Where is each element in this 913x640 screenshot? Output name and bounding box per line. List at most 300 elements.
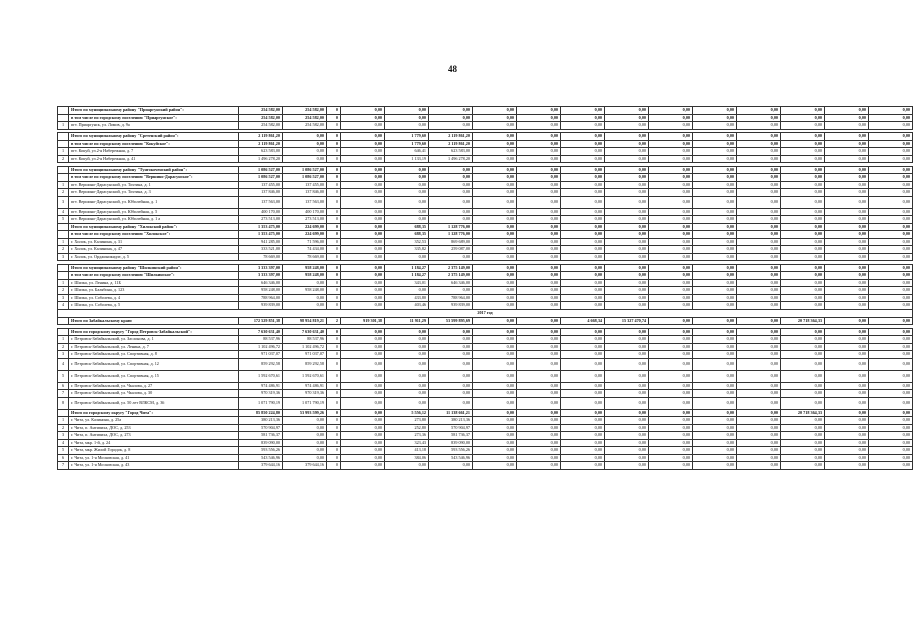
value-cell: 0,00 [341,397,385,409]
row-index: 3 [58,196,69,208]
value-cell: 0,00 [605,294,649,302]
value-cell: 0,00 [649,246,693,254]
value-cell: 0,00 [869,447,913,455]
value-cell: 0,00 [825,447,869,455]
table-row [58,351,913,359]
row-name: в том числе по городскому поселению "Кокуйское": [69,140,239,148]
value-cell: 0,00 [517,382,561,390]
value-cell: 0,00 [693,417,737,425]
row-name: Итого по городскому округу "Город Петровск-Забайкальский": [69,328,239,336]
value-cell: 974 486,91 [239,382,283,390]
value-cell: 0,00 [693,358,737,370]
value-cell: 970 319,36 [283,390,327,398]
value-cell: 0,00 [473,231,517,239]
value-cell: 0,00 [869,409,913,417]
value-cell: 1 086 527,00 [283,166,327,174]
value-cell: 0,00 [693,351,737,359]
value-cell: 0,00 [693,343,737,351]
value-cell: 0,00 [561,174,605,182]
value-cell: 0,00 [385,462,429,470]
table-row [58,370,913,382]
row-name: г. Хилок, ул. Калинина, д. 47 [69,246,239,254]
value-cell: 1 353 475,00 [239,223,283,231]
value-cell: 0,00 [781,390,825,398]
value-cell: 0,00 [737,246,781,254]
value-cell: 0,00 [737,238,781,246]
value-cell: 0,00 [693,238,737,246]
value-cell: 0,00 [605,279,649,287]
row-name: г. Шилка, ул. Ленина, д. 11Б [69,279,239,287]
value-cell: 0,00 [561,390,605,398]
value-cell: 0,00 [561,140,605,148]
value-cell: 0,00 [869,174,913,182]
value-cell: 0,00 [473,336,517,344]
value-cell: 0,00 [473,279,517,287]
value-cell: 0,00 [825,208,869,216]
value-cell: 0,00 [781,246,825,254]
value-cell: 0,00 [561,148,605,156]
value-cell: 0,00 [517,302,561,310]
value-cell: 0,00 [781,439,825,447]
value-cell: 0,00 [341,148,385,156]
value-cell: 0,00 [825,343,869,351]
value-cell: 0,00 [283,432,327,440]
value-cell: 0,00 [605,439,649,447]
value-cell: 0,00 [473,462,517,470]
value-cell: 1 779,60 [385,140,429,148]
value-cell: 0,00 [517,447,561,455]
value-cell: 0,00 [341,343,385,351]
row-index: 3 [58,351,69,359]
row-index: 7 [58,462,69,470]
value-cell: 0,00 [517,246,561,254]
value-cell: 0,00 [825,294,869,302]
value-cell: 0,00 [605,328,649,336]
value-cell: 98 954 819,21 [283,317,327,325]
value-cell: 0,00 [473,294,517,302]
table-row [58,397,913,409]
value-cell: 0,00 [649,174,693,182]
value-cell: 0,00 [693,148,737,156]
value-cell: 0,00 [869,432,913,440]
value-cell: 0,00 [517,174,561,182]
value-cell: 254 582,00 [283,107,327,115]
value-cell: 0,00 [693,328,737,336]
value-cell: 0,00 [473,140,517,148]
value-cell: 0,00 [561,343,605,351]
value-cell: 0,00 [693,454,737,462]
value-cell: 788 964,00 [239,294,283,302]
value-cell: 254 582,00 [239,114,283,122]
value-cell: 0,00 [605,382,649,390]
value-cell: 0,00 [283,148,327,156]
value-cell: 0,00 [781,279,825,287]
value-cell: 0,00 [385,370,429,382]
table-row [58,287,913,295]
value-cell: 0,00 [869,264,913,272]
value-cell: 137 563,00 [283,196,327,208]
value-cell: 3 333 397,00 [239,272,283,280]
value-cell: 646 346,00 [239,279,283,287]
row-name: Итого по городскому округу "Город Чита": [69,409,239,417]
value-cell: 2 [327,317,341,325]
value-cell: 0,00 [429,397,473,409]
value-cell: 0,00 [341,223,385,231]
value-cell: 0,00 [473,432,517,440]
value-cell: 0,00 [517,253,561,261]
value-cell: 0,00 [693,246,737,254]
value-cell: 1 592 670,61 [283,370,327,382]
value-cell: 0,00 [605,417,649,425]
value-cell: 0,00 [605,336,649,344]
value-cell: 20 718 364,33 [781,317,825,325]
value-cell: 646,41 [385,148,429,156]
value-cell: 839 090,00 [239,439,283,447]
value-cell: 0,00 [825,189,869,197]
value-cell: 1 133,19 [385,155,429,163]
value-cell: 970 319,36 [239,390,283,398]
value-cell: 0,00 [605,351,649,359]
row-name: г. Чита, п. Антипиха, ДОС, д. 273 [69,432,239,440]
value-cell: 0,00 [341,432,385,440]
value-cell: 0,00 [561,294,605,302]
value-cell: 0,00 [649,294,693,302]
value-cell: 0,00 [385,181,429,189]
value-cell: 0,00 [605,223,649,231]
value-cell: 0,00 [693,253,737,261]
table-row [58,439,913,447]
value-cell: 254 582,00 [239,122,283,130]
value-cell: 0,00 [869,358,913,370]
value-cell: 384,06 [385,454,429,462]
row-name: Итого по муниципальному району "Хилокский район": [69,223,239,231]
value-cell: 0,00 [561,382,605,390]
value-cell: 0,00 [869,397,913,409]
value-cell: 0,00 [649,317,693,325]
value-cell: 0,00 [825,317,869,325]
value-cell: 974 486,91 [283,382,327,390]
value-cell: 859 292,58 [283,358,327,370]
value-cell: 0,00 [737,302,781,310]
value-cell: 0,00 [737,264,781,272]
value-cell: 0,00 [385,107,429,115]
value-cell: 0,00 [517,223,561,231]
value-cell: 85 850 224,80 [239,409,283,417]
value-cell: 0,00 [473,317,517,325]
value-cell: 137 563,00 [239,196,283,208]
value-cell: 0,00 [283,133,327,141]
total-row [58,409,913,417]
value-cell: 0,00 [737,317,781,325]
value-cell: 88 537,96 [283,336,327,344]
value-cell: 74 434,00 [283,246,327,254]
row-name: г. Петровск-Забайкальский, ул. 50 лет ВЛКСМ, д. 36 [69,397,239,409]
value-cell: 433,80 [385,294,429,302]
value-cell: 0,00 [737,279,781,287]
value-cell: 0,00 [517,343,561,351]
value-cell: 11 138 661,21 [429,409,473,417]
value-cell: 0,00 [605,208,649,216]
value-cell: 0,00 [561,454,605,462]
value-cell: 11 911,29 [385,317,429,325]
value-cell: 0,00 [781,238,825,246]
value-cell: 88 537,96 [239,336,283,344]
value-cell: 0,00 [605,155,649,163]
value-cell: 0,00 [561,253,605,261]
table-row [58,382,913,390]
value-cell: 0,00 [693,189,737,197]
row-name: пгт. Вершино-Дарасунский, ул. Юбилейная, д. 1 [69,196,239,208]
value-cell: 0,00 [517,216,561,224]
value-cell: 919 301,38 [341,317,385,325]
value-cell: 0,00 [693,196,737,208]
value-cell: 352,53 [385,238,429,246]
value-cell: 0,00 [781,432,825,440]
row-index: 4 [58,358,69,370]
value-cell: 0,00 [869,114,913,122]
table-row [58,246,913,254]
value-cell: 0,00 [605,174,649,182]
value-cell: 869 689,00 [429,238,473,246]
value-cell: 5 556,12 [385,409,429,417]
value-cell: 0 [327,231,341,239]
row-index [58,272,69,280]
value-cell: 0,00 [429,351,473,359]
value-cell: 0 [327,238,341,246]
value-cell: 0,00 [517,328,561,336]
value-cell: 0,00 [649,133,693,141]
value-cell: 0,00 [385,208,429,216]
value-cell: 0,00 [517,424,561,432]
total-row [58,166,913,174]
value-cell: 0,00 [781,223,825,231]
value-cell: 958 248,00 [283,272,327,280]
value-cell: 0,00 [429,358,473,370]
value-cell: 939 839,00 [239,302,283,310]
value-cell: 0,00 [825,223,869,231]
value-cell: 0,00 [341,181,385,189]
value-cell: 0,00 [737,417,781,425]
value-cell: 0,00 [473,264,517,272]
value-cell: 0,00 [473,122,517,130]
value-cell: 0,00 [869,302,913,310]
value-cell: 0,00 [737,351,781,359]
value-cell: 1 086 527,00 [239,166,283,174]
value-cell: 0,00 [649,196,693,208]
value-cell: 0,00 [781,424,825,432]
table-row [58,424,913,432]
value-cell: 259 087,00 [429,246,473,254]
value-cell: 0,00 [341,447,385,455]
row-name: г. Чита, мкр. 1-й, д. 24 [69,439,239,447]
value-cell: 0,00 [737,155,781,163]
value-cell: 0,00 [517,107,561,115]
value-cell: 0,00 [737,223,781,231]
row-index: 5 [58,216,69,224]
total-row [58,223,913,231]
value-cell: 0,00 [473,397,517,409]
row-name: г. Чита, ул. 1-я Московская, д. 41 [69,454,239,462]
value-cell: 0,00 [605,264,649,272]
row-name: г. Петровск-Забайкальский, ул. Чкалова, д. 27 [69,382,239,390]
value-cell: 0,00 [341,382,385,390]
row-name: Итого по Забайкальскому краю: [69,317,239,325]
value-cell: 2 119 861,20 [429,133,473,141]
value-cell: 0,00 [429,208,473,216]
value-cell: 0,00 [693,287,737,295]
value-cell: 0,00 [869,148,913,156]
value-cell: 0,00 [385,114,429,122]
value-cell: 0,00 [517,287,561,295]
value-cell: 0 [327,208,341,216]
value-cell: 0,00 [737,140,781,148]
value-cell: 623 583,00 [239,148,283,156]
value-cell: 0,00 [473,370,517,382]
value-cell: 0,00 [561,107,605,115]
value-cell: 0,00 [825,174,869,182]
value-cell: 2 375 149,00 [429,272,473,280]
value-cell: 400 170,00 [239,208,283,216]
value-cell: 0,00 [737,122,781,130]
value-cell: 0,00 [781,114,825,122]
value-cell: 0,00 [649,238,693,246]
value-cell: 0,00 [385,397,429,409]
value-cell: 0,00 [561,133,605,141]
row-index: 2 [58,343,69,351]
value-cell: 137 846,00 [283,189,327,197]
value-cell: 0,00 [385,287,429,295]
value-cell: 0,00 [561,272,605,280]
value-cell: 0,00 [737,181,781,189]
value-cell: 0,00 [649,447,693,455]
value-cell: 0,00 [517,189,561,197]
value-cell: 0,00 [869,424,913,432]
value-cell: 0,00 [693,447,737,455]
value-cell: 0,00 [605,424,649,432]
value-cell: 0,00 [341,358,385,370]
table-row [58,358,913,370]
value-cell: 0,00 [341,302,385,310]
value-cell: 4 668,34 [561,317,605,325]
value-cell: 0 [327,343,341,351]
value-cell: 0,00 [781,231,825,239]
value-cell: 0 [327,114,341,122]
value-cell: 0,00 [737,196,781,208]
row-index [58,107,69,115]
value-cell: 0,00 [605,246,649,254]
value-cell: 0,00 [605,454,649,462]
row-name: пгт. Кокуй, ул.2-я Набережная, д. 7 [69,148,239,156]
table-row [58,148,913,156]
value-cell: 0,00 [649,351,693,359]
value-cell: 0,00 [473,351,517,359]
value-cell: 0,00 [737,133,781,141]
value-cell: 0,00 [473,181,517,189]
value-cell: 3 333 397,00 [239,264,283,272]
value-cell: 0,00 [737,189,781,197]
row-name: пгт. Вершино-Дарасунский, ул. Тохтина, д. 1 [69,181,239,189]
value-cell: 0,00 [605,114,649,122]
value-cell: 0,00 [737,148,781,156]
value-cell: 0,00 [473,358,517,370]
value-cell: 0,00 [781,155,825,163]
value-cell: 0,00 [737,462,781,470]
value-cell: 0,00 [473,382,517,390]
value-cell: 0 [327,409,341,417]
value-cell: 0,00 [737,343,781,351]
value-cell: 0,00 [605,166,649,174]
value-cell: 0,00 [781,358,825,370]
value-cell: 0,00 [561,302,605,310]
table-row [58,122,913,130]
value-cell: 0,00 [561,246,605,254]
value-cell: 0,00 [341,208,385,216]
value-cell: 0,00 [341,272,385,280]
value-cell: 0,00 [737,287,781,295]
row-index [58,328,69,336]
value-cell: 939 839,00 [429,302,473,310]
value-cell: 0,00 [561,231,605,239]
value-cell: 0,00 [649,382,693,390]
value-cell: 0,00 [737,336,781,344]
value-cell: 0,00 [737,424,781,432]
value-cell: 0,00 [649,302,693,310]
value-cell: 0,00 [385,174,429,182]
value-cell: 0,00 [561,447,605,455]
value-cell: 0,00 [385,196,429,208]
value-cell: 0 [327,216,341,224]
value-cell: 0,00 [385,166,429,174]
value-cell: 0,00 [517,390,561,398]
row-name: г. Петровск-Забайкальский, ул. Спортивная, д. 12 [69,358,239,370]
row-name: г. Петровск-Забайкальский, ул. Ленина, д. 7 [69,343,239,351]
value-cell: 137 846,00 [239,189,283,197]
value-cell: 0,00 [429,174,473,182]
value-cell: 0,00 [693,181,737,189]
table-row [58,454,913,462]
value-cell: 0,00 [517,140,561,148]
value-cell: 0,00 [649,279,693,287]
value-cell: 0,00 [517,317,561,325]
value-cell: 224 699,00 [283,231,327,239]
value-cell: 0,00 [473,343,517,351]
value-cell: 0,00 [781,328,825,336]
value-cell: 0,00 [561,223,605,231]
value-cell: 413,18 [385,447,429,455]
value-cell: 0,00 [737,358,781,370]
value-cell: 0,00 [825,370,869,382]
value-cell: 0,00 [473,417,517,425]
year-label: 2017 год [58,309,913,317]
value-cell: 0,00 [283,454,327,462]
value-cell: 0,00 [781,397,825,409]
value-cell: 0,00 [283,417,327,425]
value-cell: 0,00 [869,155,913,163]
value-cell: 2 119 861,20 [239,133,283,141]
row-index: 5 [58,370,69,382]
row-name: Итого по муниципальному району "Приаргунский район": [69,107,239,115]
value-cell: 0,00 [737,397,781,409]
value-cell: 0,00 [341,279,385,287]
value-cell: 0,00 [561,424,605,432]
value-cell: 0,00 [473,148,517,156]
value-cell: 859 292,58 [239,358,283,370]
row-index [58,264,69,272]
value-cell: 0 [327,302,341,310]
row-index: 1 [58,122,69,130]
value-cell: 0,00 [341,133,385,141]
value-cell: 0,00 [869,272,913,280]
